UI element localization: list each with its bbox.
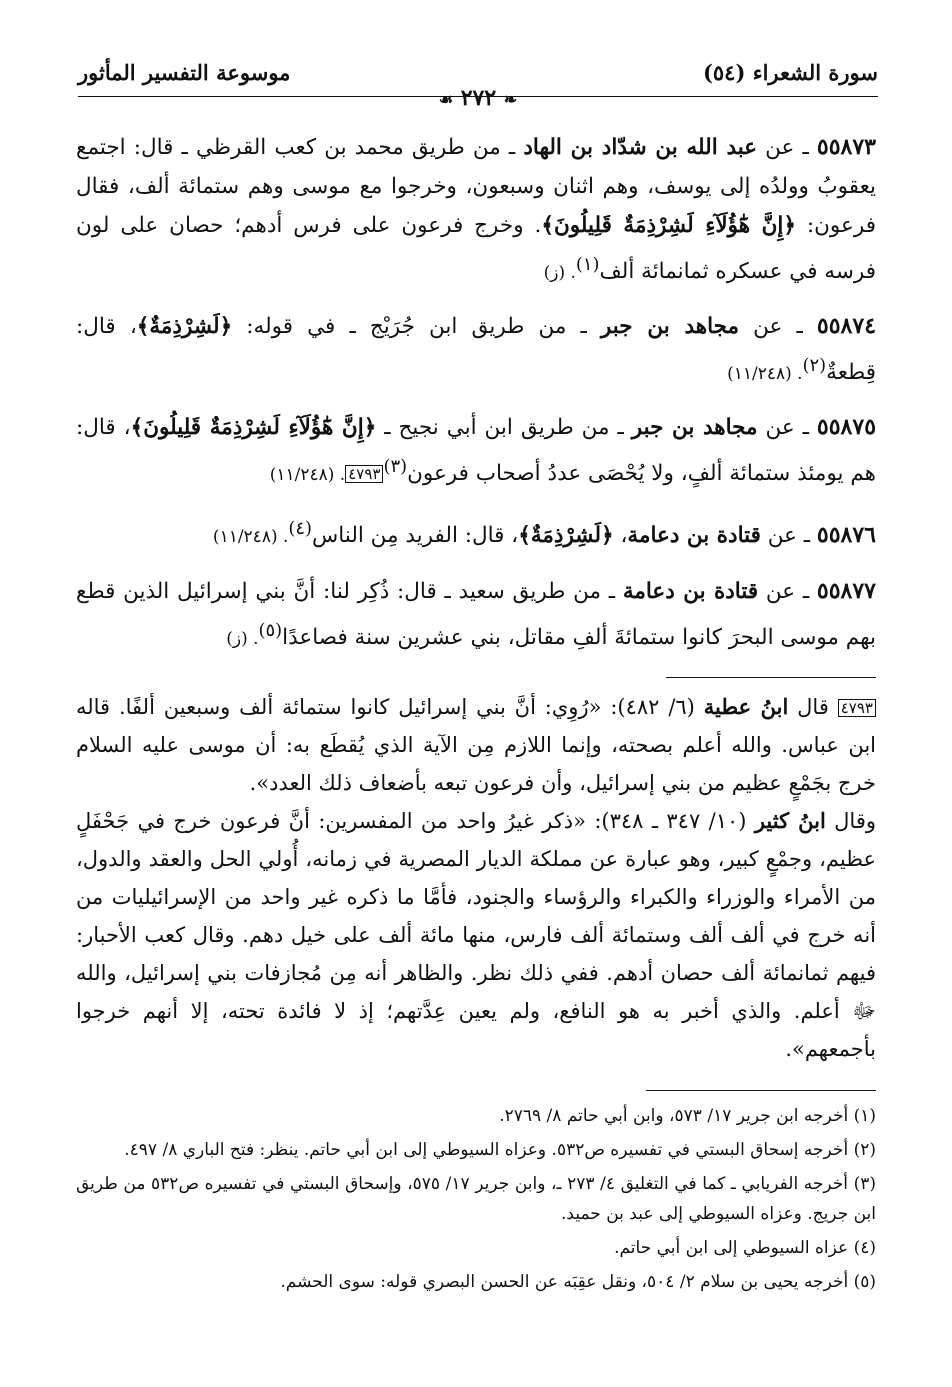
athar-entry	[76, 128, 876, 293]
entry-number: ٥٥٨٧٦	[816, 522, 876, 549]
surah-title: سورة الشعراء (٥٤)	[702, 60, 878, 85]
footnote-marker[interactable]: (٢)	[802, 355, 827, 377]
footnote: (٥) أخرجه يحيى بن سلام ٢/ ٥٠٤، ونقل عقِبَه عن الحسن البصري قوله: سوى الحشم.	[280, 1271, 876, 1292]
entry-number: ٥٥٨٧٥	[816, 414, 877, 441]
entry-text: ـ من طريق ابن جُرَيْج ـ في قوله:	[232, 314, 601, 340]
athar-entry	[76, 509, 876, 557]
narrator-name: مجاهد بن جبر	[600, 314, 740, 340]
narrator-name: مجاهد بن جبر	[631, 415, 758, 441]
entry-number: ٥٥٨٧٤	[816, 313, 877, 340]
entry-text: ، قال: هم يومئذ ستمائة ألفٍ، ولا يُحْصَى عددُ أصحاب فرعون	[76, 415, 876, 487]
ornament-right-icon: ❧	[503, 90, 518, 109]
footnote-marker[interactable]: (٣)	[383, 456, 408, 478]
footnote-marker[interactable]: (٥)	[258, 619, 283, 641]
entry-text: ، قال: الفريد مِن الناس	[312, 523, 519, 549]
page-number-value: ٢٧٢	[460, 85, 497, 111]
entry-number: ٥٥٨٧٣	[816, 134, 876, 160]
commentary-text: وقال	[825, 808, 877, 833]
commentary-block	[76, 688, 876, 1068]
commentary-divider	[666, 677, 876, 678]
ornament-left-icon: ☙	[438, 90, 454, 109]
quran-verse: ﴿إِنَّ هَٰٓؤُلَآءِ لَشِرْذِمَةٌ قَلِيلُونَ﴾	[130, 415, 377, 441]
entry-text: ـ عن	[757, 135, 817, 160]
footnote-marker[interactable]: (١)	[575, 254, 600, 275]
quran-verse: ﴿لَشِرْذِمَةٌ﴾	[136, 314, 233, 340]
entry-text: ـ عن	[758, 578, 817, 604]
commentary-paragraph	[76, 688, 876, 802]
footnote: (٢) أخرجه إسحاق البستي في تفسيره ص٥٣٢. وعزاه السيوطي إلى ابن أبي حاتم. ينظر: فتح الباري ٨/ ٤٩٧.	[124, 1139, 876, 1160]
entry-text: ، قال: قِطعةٌ	[76, 314, 876, 386]
main-text	[76, 128, 876, 1301]
entry-reference: . (١١/٢٤٨)	[212, 527, 289, 548]
footnote: (١) أخرجه ابن جرير ١٧/ ٥٧٣، وابن أبي حاتم ٨/ ٢٧٦٩.	[499, 1105, 876, 1126]
entry-reference: . (ز)	[226, 628, 259, 649]
commentary-text: (١٠/ ٣٤٧ ـ ٣٤٨): «ذكر غيرُ واحد من المفسرين: أنَّ فرعون خرج في جَحْفَلٍ عظيم، وجمْعٍ كبير، وهو عبارة عن مملكة الديار المصرية في زمانه، أُولي الحل والعقد والدول، من الأمراء والوزراء والكبراء والرؤساء والجنود، فأمَّا ما ذكره غير واحد من الإسرائيليات من أنه خرج في ألف ألف وستمائة ألف فارس، منها مائة ألف على خيل دهم. وقال كعب الأحبار: فيهم ثمانمائة ألف حصان أدهم. ففي ذلك نظر. والظاهر أنه مِن مُجازفات بني إسرائيل، والله ﷻ أعلم. والذي أخبر به هو النافع، ولم يعين عِدَّتهم؛ إذ لا فائدة تحته، إلا أنهم خرجوا بأجمعهم».	[76, 808, 876, 1061]
quran-verse: ﴿لَشِرْذِمَةٌ﴾	[518, 523, 614, 549]
footnote-divider	[646, 1090, 876, 1091]
narrator-name: قتادة بن دعامة	[627, 523, 761, 549]
entry-reference: . (ز)	[543, 263, 576, 284]
footnote-marker[interactable]: (٤)	[288, 518, 313, 540]
entry-text: ـ عن	[760, 523, 817, 549]
header-rule	[78, 96, 878, 97]
commentary-ref-box[interactable]: ٤٧٩٣	[345, 465, 383, 483]
page-number	[439, 85, 518, 111]
footnote: (٤) عزاه السيوطي إلى ابن أبي حاتم.	[614, 1237, 876, 1258]
athar-entry	[76, 307, 876, 394]
athar-entry	[76, 408, 876, 495]
running-header	[78, 58, 878, 111]
entry-text: ـ عن	[757, 415, 817, 441]
quran-verse: ﴿إِنَّ هَٰٓؤُلَآءِ لَشِرْذِمَةٌ قَلِيلُونَ﴾	[541, 213, 796, 238]
footnote: (٣) أخرجه الفريابي ـ كما في التغليق ٤/ ٢٧٣ ـ، وابن جرير ١٧/ ٥٧٥، وإسحاق البستي في تفسيره ص٥٣٢ من طريق ابن جريج. وعزاه السيوطي إلى عبد بن حميد.	[76, 1173, 876, 1224]
commentary-text: قال	[788, 694, 838, 719]
entry-reference: . (١١/٢٤٨)	[727, 364, 803, 385]
narrator-name: عبد الله بن شدّاد بن الهاد	[523, 135, 758, 160]
entry-reference: . (١١/٢٤٨)	[269, 465, 346, 486]
entry-text: ،	[613, 523, 628, 549]
commentary-ref-box: ٤٧٩٣	[838, 699, 876, 717]
entry-text: ـ من طريق ابن أبي نجيح ـ	[376, 415, 632, 441]
commentary-paragraph	[76, 802, 876, 1068]
athar-entry	[76, 572, 876, 659]
entry-text: ـ عن	[739, 314, 817, 340]
footnotes	[76, 1101, 876, 1297]
book-title: موسوعة التفسير المأثور	[78, 60, 291, 85]
entry-text: ـ من طريق سعيد ـ قال: ذُكِر لنا: أنَّ بني إسرائيل الذين قطع بهم موسى البحرَ كانوا ستمائةَ ألفِ مقاتل، بني عشرين سنة فصاعدًا	[76, 578, 876, 650]
scholar-name: ابنُ كثير	[754, 807, 826, 833]
scholar-name: ابنُ عطية	[703, 693, 789, 719]
entry-number: ٥٥٨٧٧	[816, 577, 876, 604]
commentary-text: (٦/ ٤٨٢): «رُوِي: أنَّ بني إسرائيل كانوا ستمائة ألف وسبعين ألفًا. قاله ابن عباس. والله أعلم بصحته، وإنما اللازم مِن الآية الذي يُقطَع به: أن موسى عليه السلام خرج بجَمْعٍ عظيم من بني إسرائيل، وأن فرعون تبعه بأضعاف ذلك العدد».	[76, 694, 876, 795]
entry-text: . وخرج فرعون على فرس أدهم؛ حصان على لون فرسه في عسكره ثمانمائة ألف	[76, 213, 876, 285]
narrator-name: قتادة بن دعامة	[622, 578, 759, 604]
entry-text: ـ من طريق محمد بن كعب القرظي ـ قال: اجتمع يعقوبُ وولدُه إلى يوسف، وهم اثنان وسبعون، وخرجوا مع موسى وهم ستمائة ألف، فقال فرعون:	[76, 135, 876, 238]
